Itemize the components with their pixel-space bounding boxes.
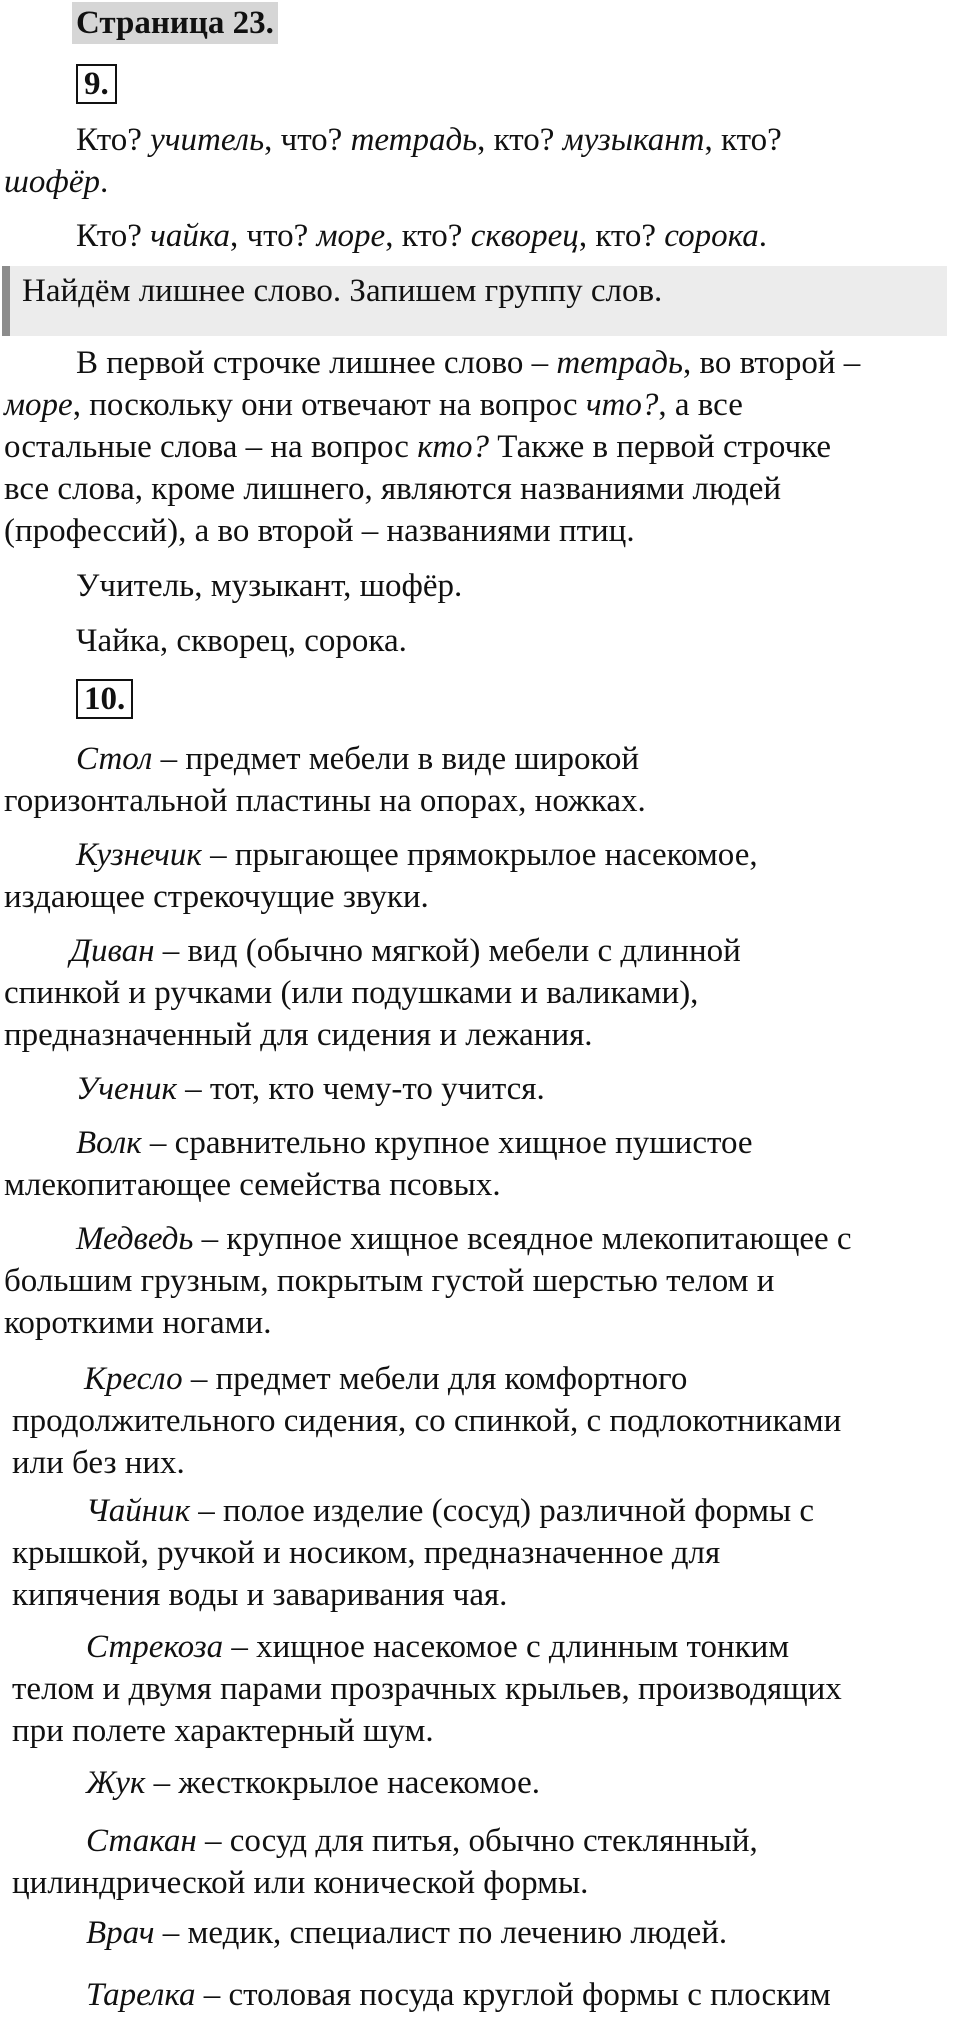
definition-6-line-2: большим грузным, покрытым густой шерстью телом и xyxy=(4,1263,775,1299)
definition-10-line-1: Жук – жесткокрылое насекомое. xyxy=(86,1765,540,1801)
definition-5-line-2: млекопитающее семейства псовых. xyxy=(4,1167,501,1203)
explanation-line-5: (профессий), а во второй – названиями птиц. xyxy=(4,513,635,549)
definition-1-line-2: горизонтальной пластины на опорах, ножках. xyxy=(4,783,646,819)
definition-term: Чайник xyxy=(86,1493,191,1529)
task-10-number: 10. xyxy=(76,679,133,719)
definition-6-line-1: Медведь – крупное хищное всеядное млекопитающее с xyxy=(76,1221,852,1257)
definition-6-line-3: короткими ногами. xyxy=(4,1305,272,1341)
definition-9-line-3: при полете характерный шум. xyxy=(12,1713,434,1749)
definition-7-line-3: или без них. xyxy=(12,1445,185,1481)
definition-9-line-1: Стрекоза – хищное насекомое с длинным тонким xyxy=(86,1629,790,1665)
definition-7-line-2: продолжительного сидения, со спинкой, с подлокотниками xyxy=(12,1403,842,1439)
definition-term: Стакан xyxy=(86,1823,197,1859)
definition-8-line-2: крышкой, ручкой и носиком, предназначенное для xyxy=(12,1535,721,1571)
definition-term: Ученик xyxy=(76,1071,177,1107)
definition-13-line-1: Тарелка – столовая посуда круглой формы с плоским xyxy=(86,1977,831,2013)
definition-term: Стрекоза xyxy=(86,1629,224,1665)
definition-8-line-3: кипячения воды и заваривания чая. xyxy=(12,1577,508,1613)
definition-11-line-2: цилиндрической или конической формы. xyxy=(12,1865,589,1901)
definition-12-line-1: Врач – медик, специалист по лечению людей. xyxy=(86,1915,728,1951)
definition-2-line-2: издающее стрекочущие звуки. xyxy=(4,879,429,915)
explanation-line-2: море, поскольку они отвечают на вопрос что?, а все xyxy=(4,387,743,423)
task-9-row-1-line-1: Кто? учитель, что? тетрадь, кто? музыкант, кто? xyxy=(76,122,782,158)
task-9-row-2: Кто? чайка, что? море, кто? скворец, кто? сорока. xyxy=(76,218,767,254)
definition-3-line-2: спинкой и ручками (или подушками и валиками), xyxy=(4,975,699,1011)
definition-5-line-1: Волк – сравнительно крупное хищное пушистое xyxy=(76,1125,753,1161)
definition-term: Кузнечик xyxy=(76,837,202,873)
definition-11-line-1: Стакан – сосуд для питья, обычно стеклянный, xyxy=(86,1823,758,1859)
definition-3-line-3: предназначенный для сидения и лежания. xyxy=(4,1017,593,1053)
definition-9-line-2: телом и двумя парами прозрачных крыльев, производящих xyxy=(12,1671,842,1707)
definition-term: Волк xyxy=(76,1125,142,1161)
definition-term: Кресло xyxy=(84,1361,183,1397)
definition-term: Медведь xyxy=(76,1221,194,1257)
definition-8-line-1: Чайник – полое изделие (сосуд) различной формы с xyxy=(86,1493,815,1529)
definition-3-line-1: Диван – вид (обычно мягкой) мебели с длинной xyxy=(70,933,741,969)
definition-4-line-1: Ученик – тот, кто чему-то учится. xyxy=(76,1071,545,1107)
answer-line-1: Учитель, музыкант, шофёр. xyxy=(76,568,463,604)
definition-term: Врач xyxy=(86,1915,155,1951)
definition-1-line-1: Стол – предмет мебели в виде широкой xyxy=(76,741,640,777)
explanation-line-3: остальные слова – на вопрос кто? Также в первой строчке xyxy=(4,429,832,465)
page-title: Страница 23. xyxy=(72,2,278,44)
task-9-number: 9. xyxy=(76,64,117,104)
instruction-note-text: Найдём лишнее слово. Запишем группу слов. xyxy=(22,273,663,309)
definition-term: Стол xyxy=(76,741,153,777)
definition-term: Диван xyxy=(70,933,155,969)
explanation-line-4: все слова, кроме лишнего, являются названиями людей xyxy=(4,471,782,507)
explanation-line-1: В первой строчке лишнее слово – тетрадь, во второй – xyxy=(76,345,861,381)
definition-7-line-1: Кресло – предмет мебели для комфортного xyxy=(84,1361,688,1397)
answer-line-2: Чайка, скворец, сорока. xyxy=(76,623,407,659)
task-9-row-1-line-2: шофёр. xyxy=(4,164,109,200)
instruction-note xyxy=(2,266,947,336)
definition-2-line-1: Кузнечик – прыгающее прямокрылое насекомое, xyxy=(76,837,758,873)
definition-term: Тарелка xyxy=(86,1977,196,2013)
definition-term: Жук xyxy=(86,1765,146,1801)
